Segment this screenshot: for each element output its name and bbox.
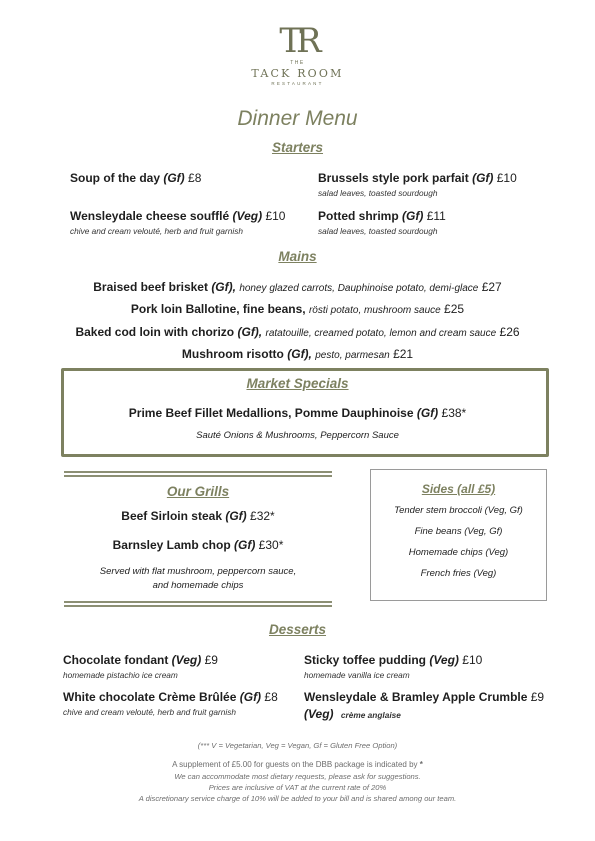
item-name: White chocolate Crème Brûlée xyxy=(63,690,237,704)
item-price: £26 xyxy=(499,325,520,339)
item-description: pesto, parmesan xyxy=(315,350,390,361)
item-tag: (Gf) xyxy=(472,171,494,185)
item-tag: (Veg) xyxy=(304,707,334,721)
grill-item xyxy=(64,538,332,552)
item-name: Brussels style pork parfait xyxy=(318,171,469,185)
dessert-item-cont xyxy=(304,707,401,721)
special-item xyxy=(0,406,595,420)
item-price: £30* xyxy=(258,538,284,552)
divider xyxy=(64,471,332,473)
dessert-item xyxy=(63,690,278,704)
item-name: Beef Sirloin steak xyxy=(121,509,222,523)
item-name: Mushroom risotto xyxy=(181,347,284,361)
starter-item xyxy=(318,171,517,185)
item-description: crème anglaise xyxy=(340,710,401,720)
starter-item xyxy=(318,209,446,223)
item-description: salad leaves, toasted sourdough xyxy=(318,226,438,236)
main-item xyxy=(0,302,595,316)
item-name: Sticky toffee pudding xyxy=(304,653,427,667)
page-title: Dinner Menu xyxy=(237,107,358,130)
item-name: Wensleydale cheese soufflé xyxy=(70,209,230,223)
main-item xyxy=(0,325,595,339)
grills-note: Served with flat mushroom, peppercorn sauce, xyxy=(99,566,297,577)
grills-heading: Our Grills xyxy=(166,484,230,499)
side-item: Homemade chips (Veg) xyxy=(408,547,509,558)
logo-the: THE xyxy=(290,60,305,66)
item-price: £8 xyxy=(188,171,202,185)
dessert-item xyxy=(63,653,218,667)
item-name: Chocolate fondant xyxy=(63,653,169,667)
item-description: ratatouille, creamed potato, lemon and cream sauce xyxy=(265,328,497,339)
side-item: French fries (Veg) xyxy=(420,568,497,579)
item-name: Wensleydale & Bramley Apple Crumble xyxy=(304,690,528,704)
item-name: Soup of the day xyxy=(70,171,160,185)
item-price: £38* xyxy=(441,406,467,420)
divider xyxy=(64,601,332,603)
item-name: Potted shrimp xyxy=(318,209,399,223)
sides-heading: Sides (all £5) xyxy=(421,482,496,496)
item-name: Pork loin Ballotine, fine beans, xyxy=(130,302,306,316)
item-tag: (Gf) xyxy=(234,538,256,552)
dietary-key: (*** V = Vegetarian, Veg = Vegan, Gf = Gluten Free Option) xyxy=(197,741,398,750)
supplement-text: A supplement of £5.00 for guests on the DBB package is indicated by xyxy=(172,760,418,769)
supplement-note xyxy=(0,760,595,769)
vat-note: Prices are inclusive of VAT at the current rate of 20% xyxy=(208,783,387,792)
item-tag: (Gf) xyxy=(163,171,185,185)
item-price: £25 xyxy=(444,302,465,316)
item-price: £9 xyxy=(204,653,218,667)
main-item xyxy=(0,347,595,361)
item-name: Prime Beef Fillet Medallions, Pomme Dauphinoise xyxy=(128,406,414,420)
mains-heading: Mains xyxy=(278,249,317,264)
logo-subtitle: RESTAURANT xyxy=(271,81,324,86)
item-price: £10 xyxy=(462,653,483,667)
divider xyxy=(64,475,332,477)
desserts-heading: Desserts xyxy=(268,622,327,637)
item-name: Braised beef brisket xyxy=(93,280,208,294)
item-price: £8 xyxy=(264,690,278,704)
item-tag: (Gf), xyxy=(287,347,312,361)
dessert-item xyxy=(304,653,482,667)
divider xyxy=(64,605,332,607)
item-description: honey glazed carrots, Dauphinoise potato, demi-glace xyxy=(239,283,479,294)
item-tag: (Gf) xyxy=(239,690,262,704)
item-price: £27 xyxy=(481,280,502,294)
item-tag: (Gf), xyxy=(211,280,236,294)
item-tag: (Gf) xyxy=(416,406,439,420)
item-tag: (Veg) xyxy=(232,209,263,223)
item-description: chive and cream velouté, herb and fruit garnish xyxy=(63,707,236,717)
item-description: rösti potato, mushroom sauce xyxy=(308,305,441,316)
grill-item xyxy=(64,509,332,523)
item-price: £32* xyxy=(250,509,275,523)
supplement-mark: * xyxy=(419,760,423,769)
item-description: salad leaves, toasted sourdough xyxy=(318,188,438,198)
grills-note: and homemade chips xyxy=(152,580,244,591)
item-tag: (Gf) xyxy=(225,509,247,523)
item-tag: (Veg) xyxy=(429,653,459,667)
item-description: homemade pistachio ice cream xyxy=(63,670,178,680)
specials-heading: Market Specials xyxy=(246,376,349,391)
item-price: £11 xyxy=(426,209,446,223)
special-description: Sauté Onions & Mushrooms, Peppercorn Sauce xyxy=(196,430,399,441)
item-price: £10 xyxy=(265,209,286,223)
item-name: Baked cod loin with chorizo xyxy=(75,325,235,339)
logo-monogram: TR xyxy=(279,21,316,61)
side-item: Tender stem broccoli (Veg, Gf) xyxy=(394,505,523,516)
item-description: homemade vanilla ice cream xyxy=(304,670,410,680)
item-price: £10 xyxy=(496,171,517,185)
main-item xyxy=(0,280,595,294)
item-description: chive and cream velouté, herb and fruit garnish xyxy=(70,226,243,236)
logo-name: TACK ROOM xyxy=(251,67,344,80)
starters-heading: Starters xyxy=(271,140,324,155)
item-price: £9 xyxy=(530,690,545,704)
starter-item xyxy=(70,209,285,223)
dietary-note: We can accommodate most dietary requests, please ask for suggestions. xyxy=(174,772,421,781)
service-note: A discretionary service charge of 10% will be added to your bill and is shared among our team. xyxy=(138,794,457,803)
item-tag: (Veg) xyxy=(171,653,202,667)
item-tag: (Gf), xyxy=(237,325,263,339)
item-tag: (Gf) xyxy=(402,209,424,223)
item-name: Barnsley Lamb chop xyxy=(112,538,231,552)
dessert-item xyxy=(304,690,544,704)
side-item: Fine beans (Veg, Gf) xyxy=(414,526,503,537)
item-price: £21 xyxy=(393,347,414,361)
starter-item xyxy=(70,171,201,185)
